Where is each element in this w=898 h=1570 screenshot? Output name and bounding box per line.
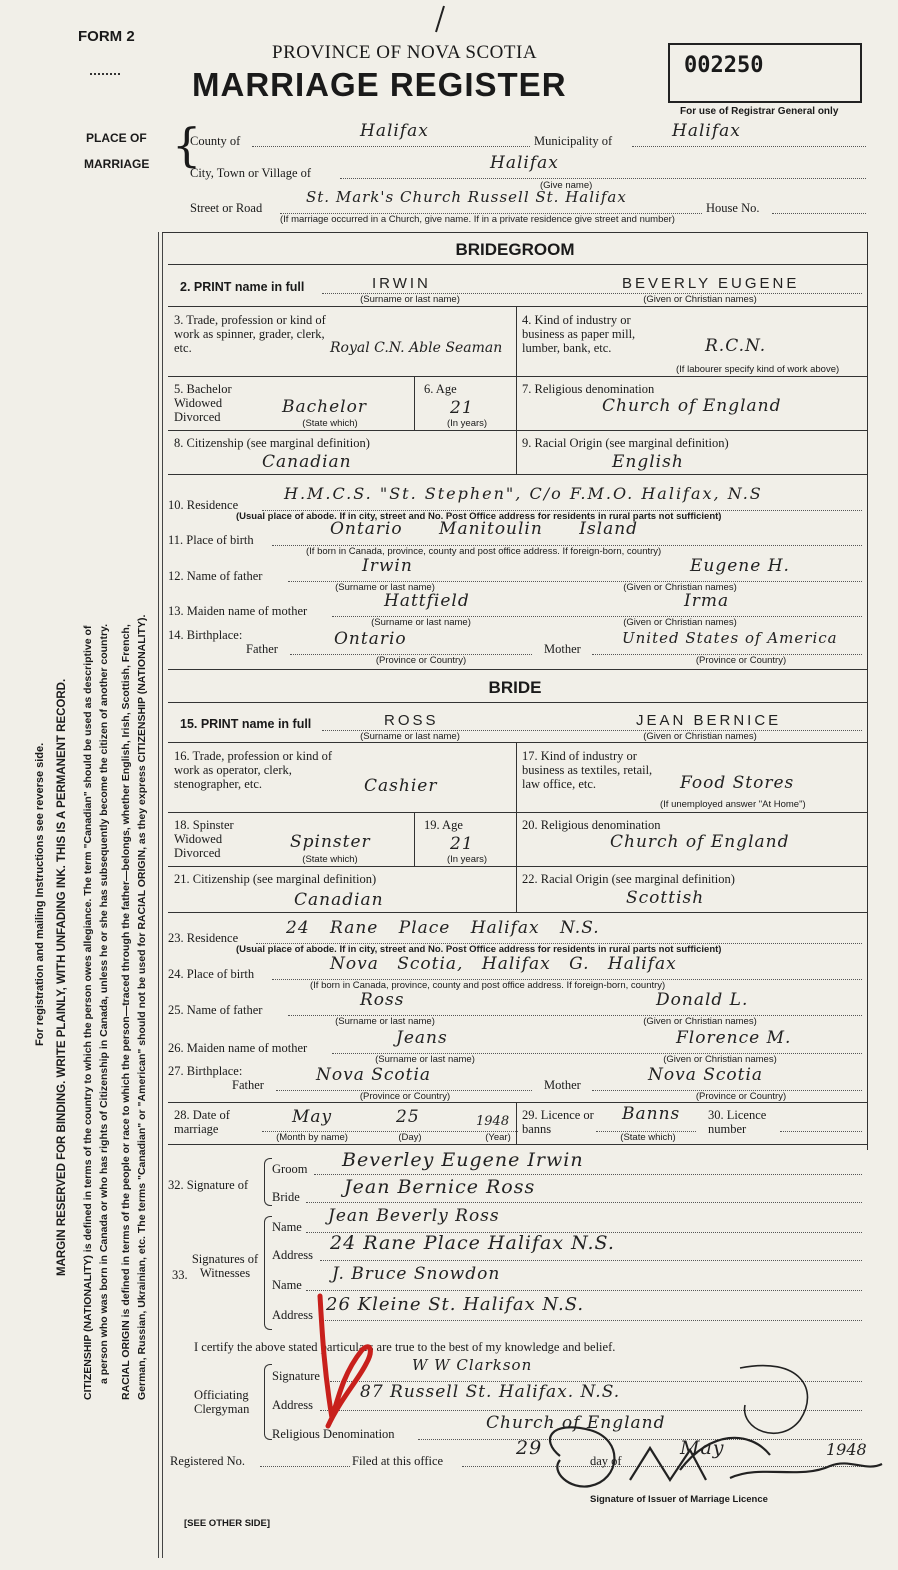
bride-mother-birthplace: Nova Scotia [648,1065,764,1085]
witness1-address-line [320,1260,862,1261]
groom-racial-origin: English [612,452,684,472]
groom-status: Bachelor [282,397,367,417]
street-note: (If marriage occurred in a Church, give name. If in a private residence give street and number) [280,214,675,225]
witness2-address-line [320,1320,862,1321]
marriage-day: 25 [396,1107,420,1127]
county-label: County of [190,134,241,148]
q3-label: 3. Trade, profession or kind of work as spinner, grader, clerk, etc. [174,313,326,355]
witness2-address-label: Address [272,1308,313,1322]
q20-label: 20. Religious denomination [522,818,661,832]
register-number: 002250 [684,53,764,78]
page-title: MARRIAGE REGISTER [192,66,567,103]
rule [168,866,868,867]
mother-label: Mother [544,642,581,656]
margin-instructions: For registration and mailing Instructions see reverse side. [34,742,46,1046]
groom-industry: R.C.N. [705,336,767,356]
filed-month: May [680,1437,725,1459]
groom-trade: Royal C.N. Able Seaman [330,340,503,356]
rule [168,742,868,743]
q24-label: 24. Place of birth [168,967,255,981]
bride-age: 21 [450,834,474,854]
state-which-note: (State which) [302,418,358,429]
witness1-address-label: Address [272,1248,313,1262]
groom-mother-surname: Hattfield [384,591,470,611]
father-label: Father [246,642,278,656]
q23-label: 23. Residence [168,931,239,945]
bride-racial-origin: Scottish [626,888,705,908]
residence-note: (Usual place of abode. If in city, street and No. Post Office address for residents in rural parts not sufficient) [236,511,722,522]
rule [414,812,415,866]
rule [516,742,517,912]
state-which-note: (State which) [302,854,358,865]
filed-day: 29 [516,1437,543,1459]
province-heading: PROVINCE OF NOVA SCOTIA [272,42,538,63]
bride-status: Spinster [290,832,371,852]
groom-mother-given: Irma [684,591,730,611]
bride-father-surname: Ross [360,990,405,1010]
signature-bracket [264,1158,272,1206]
witness2-address: 26 Kleine St. Halifax N.S. [326,1294,585,1315]
q18-label: 18. Spinster Widowed Divorced [174,818,234,860]
surname-note: (Surname or last name) [360,731,460,742]
issuer-signature-label: Signature of Issuer of Marriage Licence [590,1494,768,1505]
bride-religion: Church of England [610,832,790,852]
bride-mother-given: Florence M. [676,1028,792,1048]
birth-note: (If born in Canada, province, county and post office address. If foreign-born, country) [306,546,662,557]
place-of-label: PLACE OF [86,131,147,145]
q10-label: 10. Residence [168,498,239,512]
bride-father-given: Donald L. [656,990,749,1010]
rule [168,376,868,377]
registrar-note: For use of Registrar General only [680,106,839,117]
q9-label: 9. Racial Origin (see marginal definition) [522,436,729,450]
day-note: (Day) [398,1132,422,1143]
clergy-address-label: Address [272,1398,313,1412]
q27-label: 27. Birthplace: [168,1064,243,1078]
register-number-box [668,43,862,103]
bride-industry: Food Stores [680,773,795,793]
municipality-value: Halifax [672,121,741,141]
q25-label: 25. Name of father [168,1003,263,1017]
bride-father-birthplace: Nova Scotia [316,1065,432,1085]
house-no-line [772,213,866,214]
rule [168,912,868,913]
place-brace: { [172,118,202,172]
groom-age: 21 [450,398,474,418]
q14-label: 14. Birthplace: [168,628,243,642]
municipality-line [632,146,866,147]
q30-line [780,1131,862,1132]
province-note: (Province or Country) [695,1091,787,1102]
q4-label: 4. Kind of industry or business as paper mill, lumber, bank, etc. [522,313,636,355]
industry-note: (If labourer specify kind of work above) [676,364,840,375]
q11-label: 11. Place of birth [168,533,254,547]
month-note: (Month by name) [276,1132,348,1143]
rule [168,474,868,475]
clergy-signature: W W Clarkson [412,1356,533,1374]
form-number: FORM 2 [78,28,135,45]
municipality-label: Municipality of [534,134,613,148]
witness-bracket [264,1216,272,1330]
day-of-label: day of [590,1454,622,1468]
clergy-denomination: Church of England [486,1413,666,1433]
frame-top [162,232,868,233]
bride-signature: Jean Bernice Ross [344,1176,536,1198]
surname-note: (Surname or last name) [360,294,460,305]
bride-citizenship: Canadian [294,890,384,910]
q15-label: 15. PRINT name in full [180,717,312,731]
q13-label: 13. Maiden name of mother [168,604,308,618]
frame-left-2 [162,232,163,1558]
clergy-address: 87 Russell St. Halifax. N.S. [360,1382,621,1402]
given-note: (Given or Christian names) [643,731,757,742]
bride-mother-surname: Jeans [396,1028,448,1048]
given-note: (Given or Christian names) [643,294,757,305]
groom-given: BEVERLY EUGENE [622,275,800,292]
q30-label: 30. Licence number [708,1108,767,1136]
rule [168,669,868,670]
q32-label: 32. Signature of [168,1178,249,1192]
city-line [340,178,866,179]
q17-label: 17. Kind of industry or business as textiles, retail, law office, etc. [522,749,653,791]
province-note: (Province or Country) [695,655,787,666]
filed-label: Filed at this office [352,1454,444,1468]
house-no-label: House No. [706,201,760,215]
marriage-month: May [292,1107,333,1127]
denomination-label: Religious Denomination [272,1427,395,1441]
witness1-address: 24 Rane Place Halifax N.S. [330,1232,615,1254]
q33-label: 33. [172,1268,188,1282]
groom-surname: IRWIN [372,275,431,292]
frame-left-1 [158,232,159,1558]
red-check-mark [310,1290,380,1440]
bride-given: JEAN BERNICE [636,712,782,729]
q5-label: 5. Bachelor Widowed Divorced [174,382,232,424]
margin-citizenship-def-2: a person who was born in Canada or who has rights of Citizenship in Canada, unless he or she has subsequently become the citizen of another country. [98,623,110,1384]
clergy-label: Officiating Clergyman [194,1388,250,1416]
rule [168,1144,868,1145]
rule [168,264,868,265]
rule [168,702,868,703]
witness2-name-line [306,1290,862,1291]
year-note: (Year) [485,1132,511,1143]
rule [414,376,415,430]
rule [168,430,868,431]
certify-statement: I certify the above stated particulars are true to the best of my knowledge and belief. [194,1340,616,1354]
witness2-name-label: Name [272,1278,302,1292]
mother-label: Mother [544,1078,581,1092]
given-note: (Given or Christian names) [663,1054,777,1065]
county-value: Halifax [360,121,429,141]
licence-or-banns: Banns [622,1104,681,1124]
groom-father-birthplace: Ontario [334,629,407,649]
q28-label: 28. Date of marriage [174,1108,230,1136]
bride-sig-label: Bride [272,1190,300,1204]
q12-label: 12. Name of father [168,569,263,583]
surname-note: (Surname or last name) [375,1054,475,1065]
rule [168,1102,868,1103]
given-note: (Given or Christian names) [623,582,737,593]
witness1-name-label: Name [272,1220,302,1234]
bride-residence: 24 Rane Place Halifax N.S. [286,918,600,938]
q22-label: 22. Racial Origin (see marginal definition) [522,872,735,886]
county-line [252,146,530,147]
unemployed-note: (If unemployed answer "At Home") [660,799,806,810]
groom-residence: H.M.C.S. "St. Stephen", C/o F.M.O. Halifax, N.S [284,484,763,503]
surname-note: (Surname or last name) [335,1016,435,1027]
surname-note: (Surname or last name) [335,582,435,593]
q19-label: 19. Age [424,818,463,832]
margin-binding-note: MARGIN RESERVED FOR BINDING. WRITE PLAINLY, WITH UNFADING INK. THIS IS A PERMANENT RECORD. [56,678,68,1276]
groom-father-given: Eugene H. [690,556,790,576]
father-label: Father [232,1078,264,1092]
in-years-note: (In years) [446,418,488,429]
groom-mother-birthplace: United States of America [622,629,838,647]
registered-no-label: Registered No. [170,1454,245,1468]
residence-note: (Usual place of abode. If in city, street and No. Post Office address for residents in rural parts not sufficient) [236,944,722,955]
province-note: (Province or Country) [359,1091,451,1102]
q7-label: 7. Religious denomination [522,382,655,396]
marriage-label: MARRIAGE [84,157,150,171]
in-years-note: (In years) [446,854,488,865]
bride-birth-place: Nova Scotia, Halifax G. Halifax [330,954,677,974]
groom-signature: Beverley Eugene Irwin [342,1149,584,1171]
rule [168,306,868,307]
given-note: (Given or Christian names) [643,1016,757,1027]
given-note: (Given or Christian names) [623,617,737,628]
top-pen-mark [432,4,448,36]
surname-note: (Surname or last name) [371,617,471,628]
bridegroom-heading: BRIDEGROOM [455,240,575,259]
street-value: St. Mark's Church Russell St. Halifax [306,188,627,206]
see-other-side: [SEE OTHER SIDE] [184,1518,271,1529]
groom-sig-label: Groom [272,1162,308,1176]
q6-label: 6. Age [424,382,457,396]
bride-heading: BRIDE [488,678,542,697]
marriage-year: 1948 [476,1114,510,1129]
city-label: City, Town or Village of [190,166,312,180]
bride-sig-line [306,1202,862,1203]
groom-birth-place: Ontario Manitoulin Island [330,519,639,539]
city-value: Halifax [490,153,559,173]
filed-year: 1948 [826,1440,867,1459]
birth-note: (If born in Canada, province, county and post office address. If foreign-born, country) [310,980,666,991]
registered-no-line [260,1466,350,1467]
q29-label: 29. Licence or banns [522,1108,594,1136]
q2-label: 2. PRINT name in full [180,280,305,294]
groom-religion: Church of England [602,396,782,416]
q26-label: 26. Maiden name of mother [168,1041,308,1055]
rule [516,306,517,474]
groom-father-surname: Irwin [362,556,413,576]
clergy-signature-label: Signature [272,1369,320,1383]
margin-racial-def-1: RACIAL ORIGIN is defined in terms of the people or race to which the person—traced through the father—belongs, whether English, Irish, Scottish, French, [120,624,132,1400]
clergy-bracket [264,1364,272,1440]
margin-racial-def-2: German, Russian, Ukrainian, etc. The terms "Canadian" or "American" should not be used for RACIAL ORIGIN, as they express CITIZENSHIP (NATIONALITY). [136,614,148,1400]
bride-surname: ROSS [384,712,439,729]
street-label: Street or Road [190,201,263,215]
margin-citizenship-def-1: CITIZENSHIP (NATIONALITY) is defined in terms of the country to which the person owes allegiance. The term "Canadian" should be used as descriptive of [82,625,94,1400]
bride-trade: Cashier [364,776,438,796]
groom-citizenship: Canadian [262,452,352,472]
top-margin-mark [90,72,120,75]
province-note: (Province or Country) [375,655,467,666]
witness-label: Signatures of Witnesses [191,1252,259,1280]
witness1-name: Jean Beverly Ross [328,1206,500,1226]
q8-label: 8. Citizenship (see marginal definition) [174,436,370,450]
rule [168,812,868,813]
q16-label: 16. Trade, profession or kind of work as operator, clerk, stenographer, etc. [174,749,332,791]
state-which-note: (State which) [620,1132,676,1143]
groom-sig-line [314,1174,862,1175]
q21-label: 21. Citizenship (see marginal definition) [174,872,377,886]
issuer-signature-mark [530,1360,890,1496]
give-name-note: (Give name) [540,180,593,191]
rule [516,1102,517,1144]
witness2-name: J. Bruce Snowdon [332,1264,501,1284]
